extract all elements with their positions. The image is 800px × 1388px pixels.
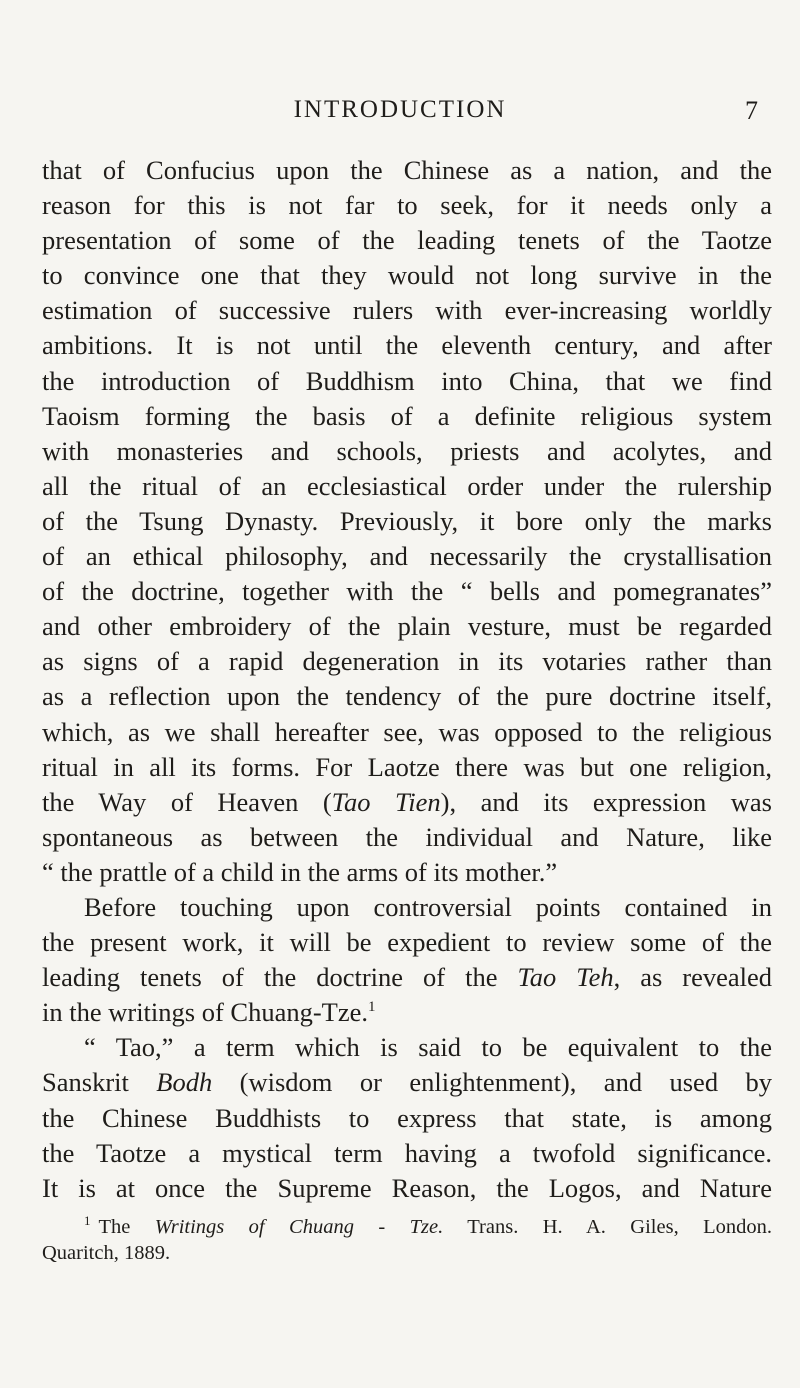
text-line: as a reflection upon the tendency of the pure doctrine itself, [42, 681, 772, 712]
text-line: to convince one that they would not long survive in the [42, 260, 772, 291]
text-line: the Taotze a mystical term having a twofold significance. [42, 1137, 772, 1168]
text-line: and other embroidery of the plain vesture, must be regarded [42, 611, 772, 642]
text-line: ritual in all its forms. For Laotze there was but one religion, [42, 751, 772, 782]
footnote-mark: 1 [84, 1213, 91, 1228]
text-segment: Trans. H. A. Giles, London. [443, 1215, 772, 1238]
text-line: that of Confucius upon the Chinese as a nation, and the [42, 155, 772, 185]
italic-term: Tao Teh [517, 962, 614, 993]
footnote-reference: 1 [368, 999, 376, 1016]
text-line: the introduction of Buddhism into China, that we find [42, 365, 772, 396]
italic-term: Tao Tien [331, 786, 441, 817]
paragraph-start-line: Before touching upon controversial points contained in [84, 891, 772, 922]
text-line: of the Tsung Dynasty. Previously, it bore only the marks [42, 505, 772, 536]
text-line: presentation of some of the leading tenets of the Taotze [42, 225, 772, 256]
text-line [42, 785, 772, 820]
text-line: of the doctrine, together with the “ bells and pomegranates” [42, 576, 772, 607]
running-head [0, 96, 800, 132]
text-line: with monasteries and schools, priests and acolytes, and [42, 435, 772, 466]
footnote [42, 1205, 772, 1269]
text-line: as signs of a rapid degeneration in its votaries rather than [42, 646, 772, 677]
text-segment: in the writings of Chuang-Tze. [42, 997, 369, 1028]
text-line: which, as we shall hereafter see, was opposed to the religious [42, 716, 772, 747]
text-segment: (wisdom or enlightenment), and used by [212, 1067, 772, 1098]
text-segment: the Way of Heaven ( [42, 786, 332, 817]
text-segment: ), and its expression was [440, 786, 772, 817]
running-title: INTRODUCTION [293, 96, 507, 123]
text-line: of an ethical philosophy, and necessarily the crystallisation [42, 541, 772, 572]
text-line: It is at once the Supreme Reason, the Logos, and Nature [42, 1172, 772, 1203]
text-line [42, 1065, 772, 1100]
text-line: spontaneous as between the individual and Nature, like [42, 821, 772, 852]
text-line: estimation of successive rulers with ever-increasing worldly [42, 295, 772, 326]
text-segment: The [98, 1215, 155, 1238]
paragraph-start-line: “ Tao,” a term which is said to be equivalent to the [84, 1032, 772, 1063]
text-line [42, 995, 772, 1030]
text-line: ambitions. It is not until the eleventh century, and after [42, 330, 772, 361]
text-line: “ the prattle of a child in the arms of its mother.” [42, 856, 558, 887]
text-line: Taoism forming the basis of a definite religious system [42, 400, 772, 431]
footnote-line [42, 1205, 772, 1237]
text-line: all the ritual of an ecclesiastical order under the rulership [42, 470, 772, 501]
body-text [42, 153, 772, 1206]
italic-term: Bodh [156, 1067, 213, 1098]
footnote-line: Quaritch, 1889. [42, 1242, 171, 1264]
text-segment: , as revealed [613, 962, 773, 993]
text-segment: leading tenets of the doctrine of the [42, 962, 518, 993]
italic-title: Writings of Chuang - Tze. [154, 1215, 444, 1238]
page-number: 7 [745, 96, 758, 125]
text-line: reason for this is not far to seek, for it needs only a [42, 190, 772, 221]
text-segment: Sanskrit [42, 1067, 157, 1098]
text-line: the Chinese Buddhists to express that state, is among [42, 1102, 772, 1133]
text-line: the present work, it will be expedient to review some of the [42, 927, 772, 958]
text-line [42, 960, 772, 995]
